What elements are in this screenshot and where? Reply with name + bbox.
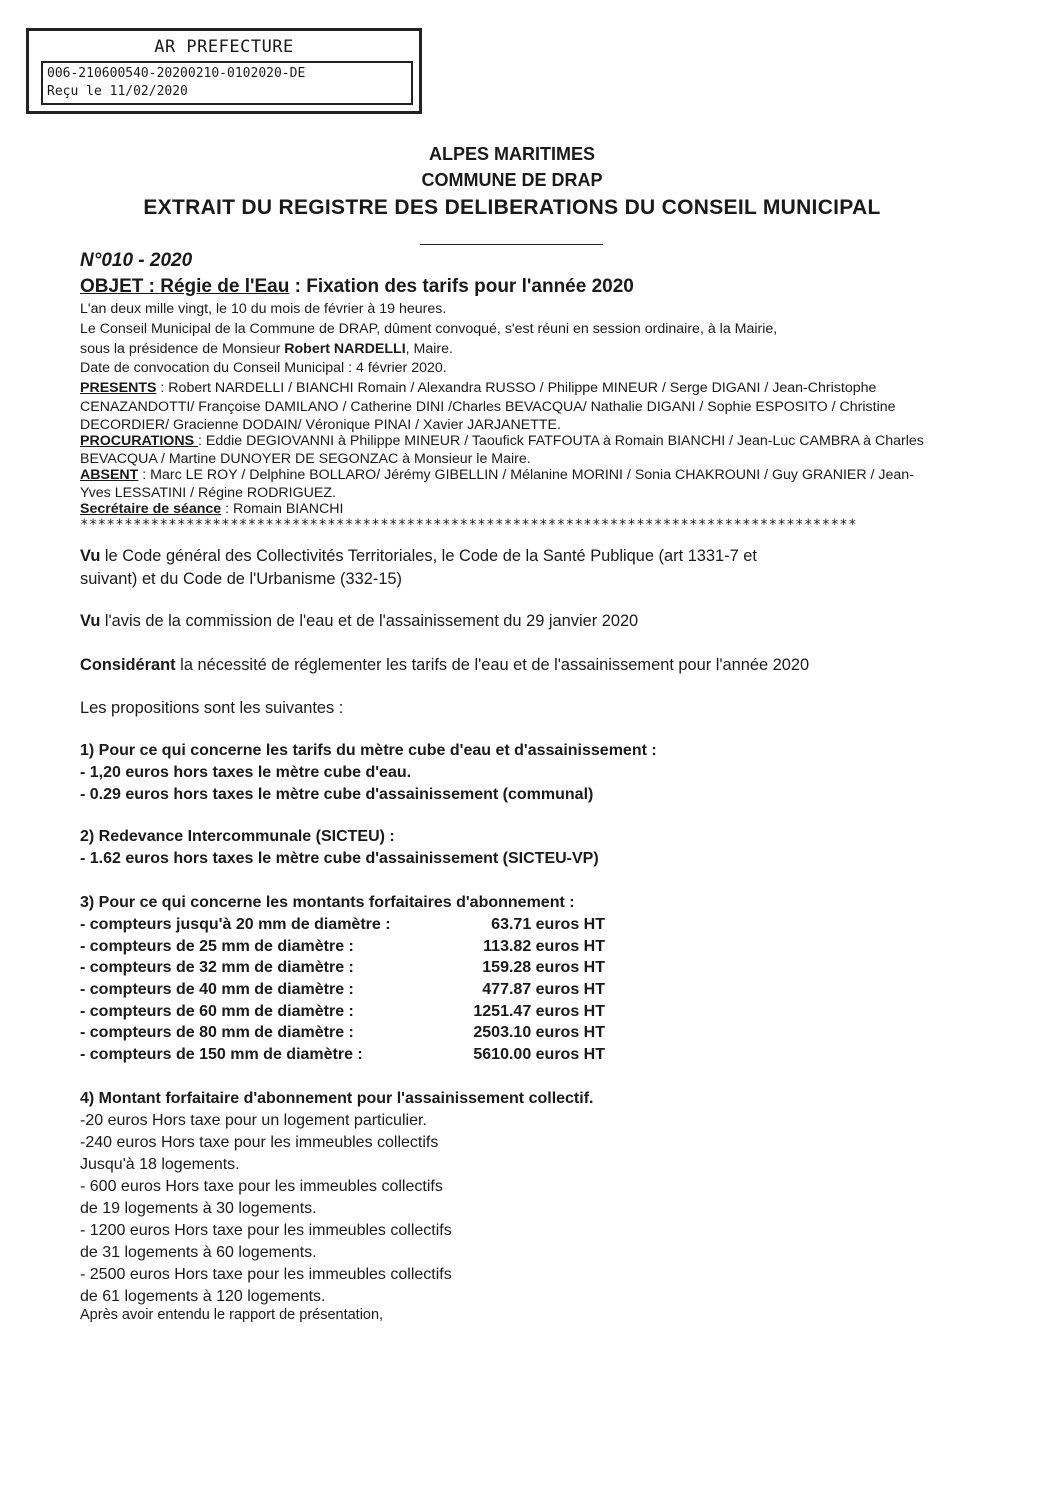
section-1-item: - 0.29 euros hors taxes le mètre cube d'assainissement (communal) bbox=[80, 786, 594, 803]
section-3-title: 3) Pour ce qui concerne les montants forfaitaires d'abonnement : bbox=[80, 894, 575, 911]
title-divider bbox=[420, 244, 603, 245]
section-4-line: - 1200 euros Hors taxe pour les immeubles collectifs bbox=[80, 1222, 452, 1239]
section-4-line: - 600 euros Hors taxe pour les immeubles collectifs bbox=[80, 1178, 443, 1195]
vu-avis: Vu l'avis de la commission de l'eau et de l'assainissement du 29 janvier 2020 bbox=[80, 612, 639, 630]
deliberation-subject bbox=[80, 276, 634, 298]
stamp-reference: 006-210600540-20200210-0102020-DE bbox=[47, 66, 306, 81]
tarif-row: - compteurs jusqu'à 20 mm de diamètre : 63.71 euros HT bbox=[80, 916, 605, 933]
mayor-name: Robert NARDELLI bbox=[284, 341, 406, 357]
stamp-details bbox=[41, 61, 413, 105]
presents-line-3: DECORDIER/ Gracienne DODAIN/ Véronique PINAI / Xavier JARJANETTE. bbox=[80, 417, 561, 433]
procurations-line-2: BEVACQUA / Martine DUNOYER DE SEGONZAC à Monsieur le Maire. bbox=[80, 451, 531, 467]
session-line-3: sous la présidence de Monsieur Robert NARDELLI, Maire. bbox=[80, 341, 453, 357]
prefecture-stamp bbox=[26, 28, 422, 114]
secretaire-line: Secrétaire de séance : Romain BIANCHI bbox=[80, 501, 344, 517]
tarif-row: - compteurs de 40 mm de diamètre : 477.87 euros HT bbox=[80, 981, 605, 998]
commune-heading: COMMUNE DE DRAP bbox=[421, 170, 603, 190]
section-4-line: -20 euros Hors taxe pour un logement particulier. bbox=[80, 1112, 427, 1129]
propositions-intro: Les propositions sont les suivantes : bbox=[80, 699, 344, 717]
secretaire-label: Secrétaire de séance bbox=[80, 501, 222, 517]
section-4-line: -240 euros Hors taxe pour les immeubles collectifs bbox=[80, 1134, 439, 1151]
stamp-title: AR PREFECTURE bbox=[154, 37, 294, 57]
section-2-item: - 1.62 euros hors taxes le mètre cube d'assainissement (SICTEU-VP) bbox=[80, 850, 599, 867]
tarif-row: - compteurs de 80 mm de diamètre : 2503.10 euros HT bbox=[80, 1024, 605, 1041]
section-1-item: - 1,20 euros hors taxes le mètre cube d'eau. bbox=[80, 764, 412, 781]
section-4-line: de 31 logements à 60 logements. bbox=[80, 1244, 317, 1261]
section-1-title: 1) Pour ce qui concerne les tarifs du mètre cube d'eau et d'assainissement : bbox=[80, 742, 657, 759]
presents-label: PRESENTS bbox=[80, 380, 157, 396]
considerant: Considérant la nécessité de réglementer les tarifs de l'eau et de l'assainissement pour l'année 2020 bbox=[80, 656, 810, 674]
section-4-title: 4) Montant forfaitaire d'abonnement pour l'assainissement collectif. bbox=[80, 1090, 594, 1107]
procurations-label: PROCURATIONS bbox=[80, 433, 198, 449]
tarif-row: - compteurs de 60 mm de diamètre : 1251.47 euros HT bbox=[80, 1003, 605, 1020]
absent-label: ABSENT bbox=[80, 467, 139, 483]
vu-code-line-2: suivant) et du Code de l'Urbanisme (332-15) bbox=[80, 570, 403, 588]
absent-line-2: Yves LESSATINI / Régine RODRIGUEZ. bbox=[80, 485, 336, 501]
deliberation-number: N°010 - 2020 bbox=[80, 250, 193, 271]
tarif-row: - compteurs de 25 mm de diamètre : 113.82 euros HT bbox=[80, 938, 605, 955]
session-line-1: L'an deux mille vingt, le 10 du mois de février à 19 heures. bbox=[80, 301, 447, 317]
vu-code-line-1: Vu le Code général des Collectivités Territoriales, le Code de la Santé Publique (art 1331-7 et bbox=[80, 547, 757, 565]
absent-line-1: ABSENT : Marc LE ROY / Delphine BOLLARO/ Jérémy GIBELLIN / Mélanine MORINI / Sonia CHAKROUNI / Guy GRANIER / Jean- bbox=[80, 467, 914, 483]
stamp-received-date: Reçu le 11/02/2020 bbox=[47, 84, 188, 99]
department-heading: ALPES MARITIMES bbox=[428, 144, 595, 164]
subject-text: : Fixation des tarifs pour l'année 2020 bbox=[289, 276, 634, 297]
section-4-line: de 19 logements à 30 logements. bbox=[80, 1200, 317, 1217]
closing-line: Après avoir entendu le rapport de présentation, bbox=[80, 1307, 384, 1323]
tarif-row: - compteurs de 150 mm de diamètre : 5610.00 euros HT bbox=[80, 1046, 605, 1063]
section-4-line: Jusqu'à 18 logements. bbox=[80, 1156, 240, 1173]
session-line-2: Le Conseil Municipal de la Commune de DRAP, dûment convoqué, s'est réuni en session ordinaire, à la Mairie, bbox=[80, 321, 778, 337]
tarif-row: - compteurs de 32 mm de diamètre : 159.28 euros HT bbox=[80, 959, 605, 976]
section-4-line: - 2500 euros Hors taxe pour les immeubles collectifs bbox=[80, 1266, 452, 1283]
presents-line-2: CENAZANDOTTI/ Françoise DAMILANO / Catherine DINI /Charles BEVACQUA/ Nathalie DIGANI / Sophie ESPOSITO / Christine bbox=[80, 399, 896, 415]
section-2-title: 2) Redevance Intercommunale (SICTEU) : bbox=[80, 828, 395, 845]
convocation-date: Date de convocation du Conseil Municipal : 4 février 2020. bbox=[80, 360, 447, 376]
presents-line-1: PRESENTS : Robert NARDELLI / BIANCHI Romain / Alexandra RUSSO / Philippe MINEUR / Serge DIGANI / Jean-Christophe bbox=[80, 380, 877, 396]
subject-label: OBJET : Régie de l'Eau bbox=[80, 276, 290, 297]
procurations-line-1: PROCURATIONS : Eddie DEGIOVANNI à Philippe MINEUR / Taoufick FATFOUTA à Romain BIANCHI / Jean-Luc CAMBRA à Charles bbox=[80, 433, 924, 449]
document-title: EXTRAIT DU REGISTRE DES DELIBERATIONS DU CONSEIL MUNICIPAL bbox=[143, 196, 881, 219]
section-4-line: de 61 logements à 120 logements. bbox=[80, 1288, 326, 1305]
separator-stars: **************************************************************************************** bbox=[80, 517, 857, 533]
